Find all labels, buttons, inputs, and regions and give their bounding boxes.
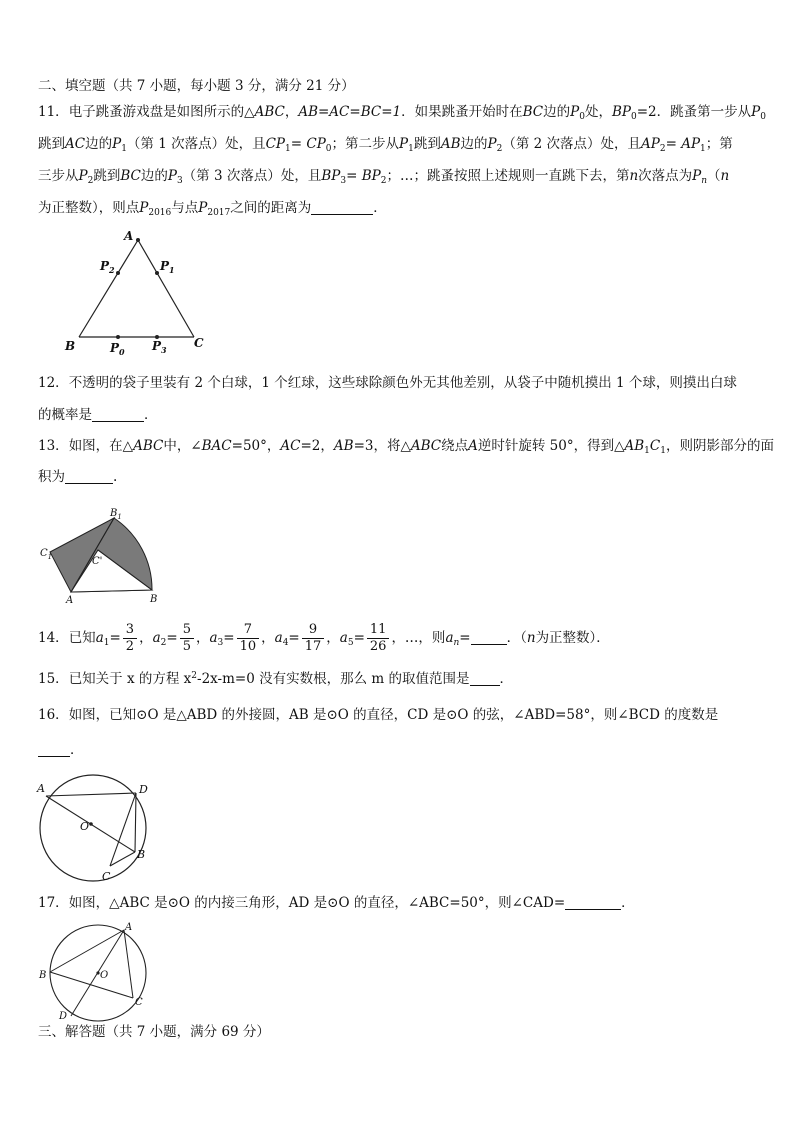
q12-text: ．: [144, 407, 158, 423]
label-c: C: [135, 997, 143, 1008]
q17-text: 如图，△ABC 是⊙O 的内接三角形，AD 是⊙O 的直径，∠ABC=50°，则∠CAD=: [68, 895, 566, 911]
q11-sub: 0: [760, 112, 766, 122]
q14-text: 已知: [68, 630, 96, 646]
q11-abc: ABC: [254, 104, 285, 120]
q11-text: 为正整数），则点: [38, 200, 140, 216]
q13-bac: BAC: [201, 438, 232, 454]
q11-bp: BP: [321, 168, 341, 184]
section-3-title: 三、解答题（共 7 小题，满分 69 分）: [38, 1024, 270, 1040]
q11-text: =2．跳蚤第一步从: [636, 104, 752, 120]
q11-sub: 3: [176, 176, 183, 186]
q11-text: =: [290, 136, 307, 152]
q13-ab1: AB: [624, 438, 645, 454]
q11-text: 电子跳蚤游戏盘是如图所示的△: [68, 104, 255, 120]
q11-text: 与点: [171, 200, 199, 216]
q11-sub: n: [701, 176, 708, 186]
q11-sub: 0: [579, 112, 585, 122]
q14-comma: ，: [139, 630, 153, 646]
q11-ap: AP: [641, 136, 660, 152]
point-a: [136, 238, 140, 242]
q12-line-2: [38, 405, 758, 425]
chord-ba: [50, 930, 124, 972]
q11-ab: AB: [440, 136, 461, 152]
q11-text: 跳到: [38, 136, 65, 152]
label-o: O: [80, 820, 90, 833]
q11-cp: CP: [306, 136, 326, 152]
q16-answer-blank[interactable]: [38, 742, 70, 757]
q11-p: P: [112, 136, 122, 152]
q11-sub: 2: [380, 176, 387, 186]
q14-n: n: [526, 630, 536, 646]
point-p2: [116, 271, 120, 275]
q13-rotation-figure: [36, 504, 166, 606]
q16-number: 16．: [38, 707, 69, 723]
q11-sub: 1: [408, 144, 414, 154]
chord-bc: [50, 972, 133, 998]
q11-text: 处，: [584, 104, 612, 120]
q11-sub: 2: [496, 144, 503, 154]
q17-answer-blank[interactable]: [565, 895, 621, 910]
q12-line-1: [38, 373, 758, 393]
chord-ad: [46, 793, 136, 796]
q11-sub: 0: [630, 112, 637, 122]
q17-number: 17．: [38, 895, 69, 911]
q13-text: 如图，在△: [68, 438, 134, 454]
q17-circle-figure: [34, 920, 154, 1022]
q11-line-4: [38, 198, 758, 218]
q13-number: 13．: [38, 438, 69, 454]
q11-triangle-figure: [60, 228, 220, 358]
q14-number: 14．: [38, 630, 69, 646]
q11-bp: BP: [611, 104, 631, 120]
q16-text: ．: [70, 742, 84, 758]
q14-fraction-5: $\frac{11}{26}$: [367, 622, 390, 655]
q17-line-1: [38, 893, 758, 913]
q16-line-2: [38, 740, 758, 760]
q14-a: a: [95, 630, 104, 646]
q11-text: ；第二步从: [331, 136, 400, 152]
q11-sub: 1: [121, 144, 127, 154]
label-c-prime: C': [92, 556, 103, 567]
q14-text: ，…，则: [391, 630, 446, 646]
q13-text: 绕点: [441, 438, 469, 454]
q11-line-3: [38, 166, 758, 186]
q14-fraction-4: $\frac{9}{17}$: [302, 622, 325, 655]
q11-bp: BP: [361, 168, 381, 184]
label-b1: $B_1$: [110, 508, 122, 521]
q14-sub: 5: [347, 638, 354, 648]
q13-text: 中，∠: [163, 438, 202, 454]
label-p3: $P_3$: [152, 339, 167, 355]
q14-comma: ，: [195, 630, 210, 646]
q11-text: 边的: [140, 168, 168, 184]
q11-text: ．如果跳蚤开始时在: [401, 104, 523, 120]
q16-text: 如图，已知⊙O 是△ABD 的外接圆，AB 是⊙O 的直径，CD 是⊙O 的弦，∠ABD=58°，则∠BCD 的度数是: [68, 707, 719, 723]
q12-text: 的概率是: [38, 407, 92, 423]
q11-number: 11．: [38, 104, 69, 120]
q13-c1: C: [649, 438, 661, 454]
point-p1: [155, 271, 159, 275]
label-p2: $P_2$: [100, 259, 115, 275]
label-c: C: [102, 870, 111, 883]
q11-n: n: [720, 168, 730, 184]
q14-sub: 3: [217, 638, 224, 648]
q11-sub: 2: [87, 176, 94, 186]
q13-sub: 1: [660, 446, 666, 456]
circle-o: [40, 775, 146, 881]
q11-sub: 3: [340, 176, 347, 186]
q14-text: =: [459, 630, 471, 646]
q11-sub: 2: [659, 144, 666, 154]
q11-n: n: [629, 168, 639, 184]
q14-eq: =: [166, 630, 178, 646]
side-ac: [138, 240, 194, 337]
chord-db: [135, 793, 136, 852]
chord-ac: [124, 930, 133, 998]
q11-bc: BC: [522, 104, 544, 120]
chord-dc: [110, 793, 136, 866]
q13-text: ，则阴影部分的面: [665, 438, 774, 454]
q11-text: =: [665, 136, 682, 152]
q14-comma: ，: [261, 630, 275, 646]
q11-text: （: [707, 168, 721, 184]
q14-a: a: [274, 630, 283, 646]
q14-fraction-1: $\frac{3}{2}$: [123, 622, 137, 655]
q11-text: =: [346, 168, 362, 184]
q11-text: ，: [284, 104, 299, 120]
q12-number: 12．: [38, 375, 69, 391]
q11-ap: AP: [681, 136, 701, 152]
q11-text: （第 1 次落点）处，且: [126, 136, 266, 152]
q11-text: 跳到: [413, 136, 441, 152]
label-o: O: [100, 970, 109, 981]
q11-line-2: [38, 134, 758, 154]
q16-line-1: [38, 705, 758, 725]
q11-p: P: [78, 168, 88, 184]
q13-sub: 1: [644, 446, 650, 456]
q14-sub: 2: [160, 638, 167, 648]
q14-eq: =: [288, 630, 300, 646]
q12-text: 不透明的袋子里装有 2 个白球，1 个红球，这些球除颜色外无其他差别，从袋子中随机摸出 1 个球，则摸出白球: [68, 375, 737, 391]
q11-cp: CP: [265, 136, 286, 152]
label-a: A: [124, 229, 134, 243]
label-b: B: [150, 594, 158, 605]
q16-circle-figure: [36, 770, 156, 884]
q13-text: =2，: [300, 438, 334, 454]
q11-p: P: [487, 136, 497, 152]
label-b: B: [65, 339, 76, 353]
q11-text: （第 3 次落点）处，且: [182, 168, 322, 184]
q14-line-1: [38, 622, 758, 654]
q11-text: 边的: [543, 104, 571, 120]
q14-fraction-3: $\frac{7}{10}$: [237, 622, 260, 655]
point-p0: [116, 335, 120, 339]
q11-p: P: [692, 168, 702, 184]
q14-sub: 1: [103, 638, 110, 648]
side-ab: [79, 240, 138, 337]
q14-fraction-2: $\frac{5}{5}$: [180, 622, 194, 655]
q11-sub: 1: [700, 144, 706, 154]
q11-text: ；…；跳蚤按照上述规则一直跳下去，第: [386, 168, 630, 184]
q11-p: P: [139, 200, 149, 216]
q15-line-1: [38, 669, 758, 689]
q14-a: a: [445, 630, 454, 646]
q15-text: ．: [499, 671, 513, 687]
q11-sub: 2017: [207, 208, 231, 218]
q11-text: 之间的距离为: [230, 200, 312, 216]
q13-text: =3，将△: [353, 438, 411, 454]
q13-text: .: [113, 469, 118, 485]
q15-text: 已知关于 x 的方程 x: [68, 671, 192, 687]
q12-answer-blank[interactable]: [92, 407, 144, 422]
q14-a: a: [152, 630, 161, 646]
q13-a: A: [468, 438, 478, 454]
q13-ab: AB: [333, 438, 354, 454]
q13-answer-blank[interactable]: [65, 469, 113, 484]
q11-bc: BC: [120, 168, 141, 184]
q11-sub: 1: [285, 144, 291, 154]
q15-number: 15．: [38, 671, 69, 687]
q13-text: 积为: [38, 469, 65, 485]
q13-ac: AC: [280, 438, 301, 454]
q14-a: a: [209, 630, 218, 646]
q13-line-1: [38, 436, 774, 456]
q14-eq: =: [223, 630, 235, 646]
label-d: D: [139, 783, 148, 796]
label-a: A: [37, 782, 45, 795]
q13-text: =50°，: [231, 438, 281, 454]
q11-text: 跳到: [93, 168, 121, 184]
label-b: B: [39, 970, 47, 981]
q15-text: -2x-m=0 没有实数根，那么 m 的取值范围是: [197, 671, 470, 687]
q11-p: P: [751, 104, 761, 120]
label-c1: $C_1$: [40, 548, 53, 561]
q11-p: P: [399, 136, 409, 152]
label-a: A: [66, 595, 74, 606]
label-p1: $P_1$: [160, 259, 175, 275]
section-2-title: 二、填空题（共 7 小题，每小题 3 分，满分 21 分）: [38, 78, 355, 94]
label-d: D: [59, 1011, 68, 1022]
q13-abc: ABC: [133, 438, 164, 454]
q11-text: 三步从: [38, 168, 79, 184]
q13-line-2: [38, 467, 758, 487]
q11-p: P: [167, 168, 177, 184]
q11-equation: AB=AC=BC=1: [298, 104, 402, 120]
label-b: B: [137, 848, 146, 861]
q11-text: （第 2 次落点）处，且: [502, 136, 642, 152]
q14-text: ．（: [506, 630, 527, 646]
q15-sup: 2: [191, 671, 198, 681]
q11-p: P: [198, 200, 208, 216]
q11-answer-blank[interactable]: [311, 200, 373, 215]
q11-p: P: [570, 104, 580, 120]
q14-eq: =: [109, 630, 121, 646]
center-point: [89, 822, 93, 826]
q14-text: 为正整数）．: [535, 630, 610, 646]
q11-sub: 0: [325, 144, 332, 154]
q11-text: 次落点为: [638, 168, 693, 184]
q14-sub: 4: [282, 638, 289, 648]
q14-answer-blank[interactable]: [471, 630, 507, 645]
q13-abc: ABC: [410, 438, 442, 454]
q14-eq: =: [353, 630, 365, 646]
q13-text: 逆时针旋转 50°，得到△: [477, 438, 625, 454]
q14-a: a: [339, 630, 348, 646]
q11-ac: AC: [65, 136, 86, 152]
label-c: C: [194, 336, 204, 350]
q14-comma: ，: [326, 630, 340, 646]
q17-text: ．: [621, 895, 635, 911]
q14-sub: n: [453, 638, 460, 648]
label-a: A: [125, 922, 133, 933]
q11-text: 边的: [85, 136, 113, 152]
q11-text: ．: [373, 200, 387, 216]
q11-text: ；第: [705, 136, 733, 152]
q15-answer-blank[interactable]: [470, 671, 500, 686]
q11-sub: 2016: [148, 208, 172, 218]
q11-line-1: [38, 102, 766, 122]
label-p0: $P_0$: [110, 341, 125, 357]
q11-text: 边的: [460, 136, 488, 152]
